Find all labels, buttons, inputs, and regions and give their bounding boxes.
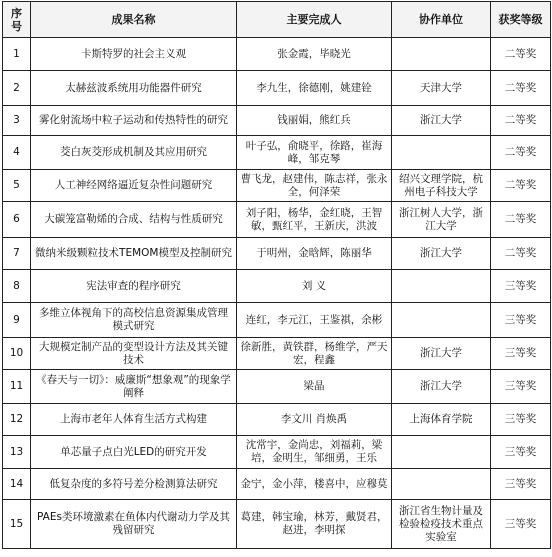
cell-award-level: 二等奖 [491, 238, 551, 270]
cell-cooperating-unit: 浙江大学 [392, 338, 491, 370]
cell-main-contributors: 李文川 肖焕禹 [237, 404, 392, 436]
cell-award-level: 三等奖 [491, 303, 551, 338]
cell-achievement-name: 大碳笼富勒烯的合成、结构与性质研究 [31, 202, 237, 238]
header-index: 序号 [3, 2, 31, 38]
header-cooperating-unit: 协作单位 [392, 2, 491, 38]
cell-cooperating-unit: 浙江树人大学，浙江大学 [392, 202, 491, 238]
table-row [3, 370, 551, 404]
cell-achievement-name: 宪法审查的程序研究 [31, 270, 237, 303]
table-body [3, 38, 551, 549]
cell-award-level: 二等奖 [491, 136, 551, 170]
table-row [3, 202, 551, 238]
table-row [3, 170, 551, 202]
table-row [3, 270, 551, 303]
cell-main-contributors: 于明州，金晗辉，陈丽华 [237, 238, 392, 270]
cell-main-contributors: 金宁，金小萍，楼喜中，应穆莫 [237, 469, 392, 500]
cell-achievement-name: 茭白灰茭形成机制及其应用研究 [31, 136, 237, 170]
cell-index: 7 [3, 238, 31, 270]
cell-main-contributors: 钱丽娟，熊红兵 [237, 106, 392, 136]
cell-award-level: 三等奖 [491, 469, 551, 500]
cell-achievement-name: 多维立体视角下的高校信息资源集成管理模式研究 [31, 303, 237, 338]
cell-index: 12 [3, 404, 31, 436]
cell-index: 6 [3, 202, 31, 238]
cell-award-level: 三等奖 [491, 370, 551, 404]
cell-index: 11 [3, 370, 31, 404]
cell-index: 9 [3, 303, 31, 338]
table-row [3, 436, 551, 469]
cell-cooperating-unit: 浙江大学 [392, 238, 491, 270]
cell-cooperating-unit: 浙江大学 [392, 106, 491, 136]
award-table-container [2, 1, 550, 549]
cell-cooperating-unit: 上海体育学院 [392, 404, 491, 436]
cell-award-level: 三等奖 [491, 500, 551, 549]
cell-cooperating-unit [392, 469, 491, 500]
cell-cooperating-unit [392, 38, 491, 71]
cell-index: 8 [3, 270, 31, 303]
cell-achievement-name: 人工神经网络逼近复杂性问题研究 [31, 170, 237, 202]
cell-index: 2 [3, 71, 31, 106]
cell-achievement-name: 低复杂度的多符号差分检测算法研究 [31, 469, 237, 500]
cell-main-contributors: 梁晶 [237, 370, 392, 404]
cell-cooperating-unit: 浙江省生物计量及检验检疫技术重点实验室 [392, 500, 491, 549]
cell-main-contributors: 刘 义 [237, 270, 392, 303]
cell-achievement-name: 微纳米级颗粒技术TEMOM模型及控制研究 [31, 238, 237, 270]
cell-cooperating-unit [392, 270, 491, 303]
cell-cooperating-unit: 浙江大学 [392, 370, 491, 404]
header-achievement-name: 成果名称 [31, 2, 237, 38]
cell-award-level: 二等奖 [491, 170, 551, 202]
cell-achievement-name: 雾化射流场中粒子运动和传热特性的研究 [31, 106, 237, 136]
cell-cooperating-unit: 绍兴文理学院，杭州电子科技大学 [392, 170, 491, 202]
cell-achievement-name: 上海市老年人体育生活方式构建 [31, 404, 237, 436]
table-row [3, 136, 551, 170]
cell-main-contributors: 李九生，徐德刚，姚建铨 [237, 71, 392, 106]
cell-main-contributors: 曹飞龙，赵建伟，陈志祥，张永全，何泽荣 [237, 170, 392, 202]
cell-main-contributors: 连红，李元江，王鉴祺，余彬 [237, 303, 392, 338]
table-row [3, 106, 551, 136]
table-row [3, 500, 551, 549]
cell-achievement-name: 太赫兹波系统用功能器件研究 [31, 71, 237, 106]
cell-achievement-name: 《春天与一切》：威廉斯“想象观”的现象学阐释 [31, 370, 237, 404]
table-row [3, 38, 551, 71]
cell-achievement-name: PAEs类环境激素在鱼体内代谢动力学及其残留研究 [31, 500, 237, 549]
table-header-row [3, 2, 551, 38]
cell-cooperating-unit [392, 303, 491, 338]
cell-award-level: 三等奖 [491, 270, 551, 303]
cell-index: 1 [3, 38, 31, 71]
cell-cooperating-unit: 天津大学 [392, 71, 491, 106]
header-main-contributors: 主要完成人 [237, 2, 392, 38]
cell-index: 3 [3, 106, 31, 136]
table-row [3, 404, 551, 436]
cell-main-contributors: 徐新胜，黄铁群，杨维学，严天宏，程鑫 [237, 338, 392, 370]
cell-index: 15 [3, 500, 31, 549]
award-table [2, 1, 551, 549]
table-row [3, 338, 551, 370]
cell-achievement-name: 大规模定制产品的变型设计方法及其关键技术 [31, 338, 237, 370]
cell-achievement-name: 卡斯特罗的社会主义观 [31, 38, 237, 71]
cell-index: 5 [3, 170, 31, 202]
cell-award-level: 三等奖 [491, 338, 551, 370]
cell-cooperating-unit [392, 136, 491, 170]
header-award-level: 获奖等级 [491, 2, 551, 38]
cell-award-level: 三等奖 [491, 404, 551, 436]
cell-index: 4 [3, 136, 31, 170]
cell-index: 10 [3, 338, 31, 370]
table-row [3, 238, 551, 270]
table-row [3, 303, 551, 338]
cell-award-level: 二等奖 [491, 202, 551, 238]
table-row [3, 469, 551, 500]
cell-main-contributors: 刘子阳，杨华，金红晓，王智敏，甄红平，王新庆，洪波 [237, 202, 392, 238]
cell-award-level: 二等奖 [491, 71, 551, 106]
cell-award-level: 二等奖 [491, 106, 551, 136]
cell-cooperating-unit [392, 436, 491, 469]
cell-award-level: 二等奖 [491, 38, 551, 71]
table-row [3, 71, 551, 106]
cell-index: 14 [3, 469, 31, 500]
cell-award-level: 三等奖 [491, 436, 551, 469]
cell-main-contributors: 张金霞，毕晓光 [237, 38, 392, 71]
cell-main-contributors: 葛建，韩宝瑜，林芳，戴贤君，赵进，李明探 [237, 500, 392, 549]
cell-achievement-name: 单芯量子点白光LED的研究开发 [31, 436, 237, 469]
cell-main-contributors: 沈常宇，金尚忠，刘福莉，梁培，金明生，邹细勇，王乐 [237, 436, 392, 469]
cell-main-contributors: 叶子弘，俞晓平，徐路，崔海峰，邹克琴 [237, 136, 392, 170]
cell-index: 13 [3, 436, 31, 469]
